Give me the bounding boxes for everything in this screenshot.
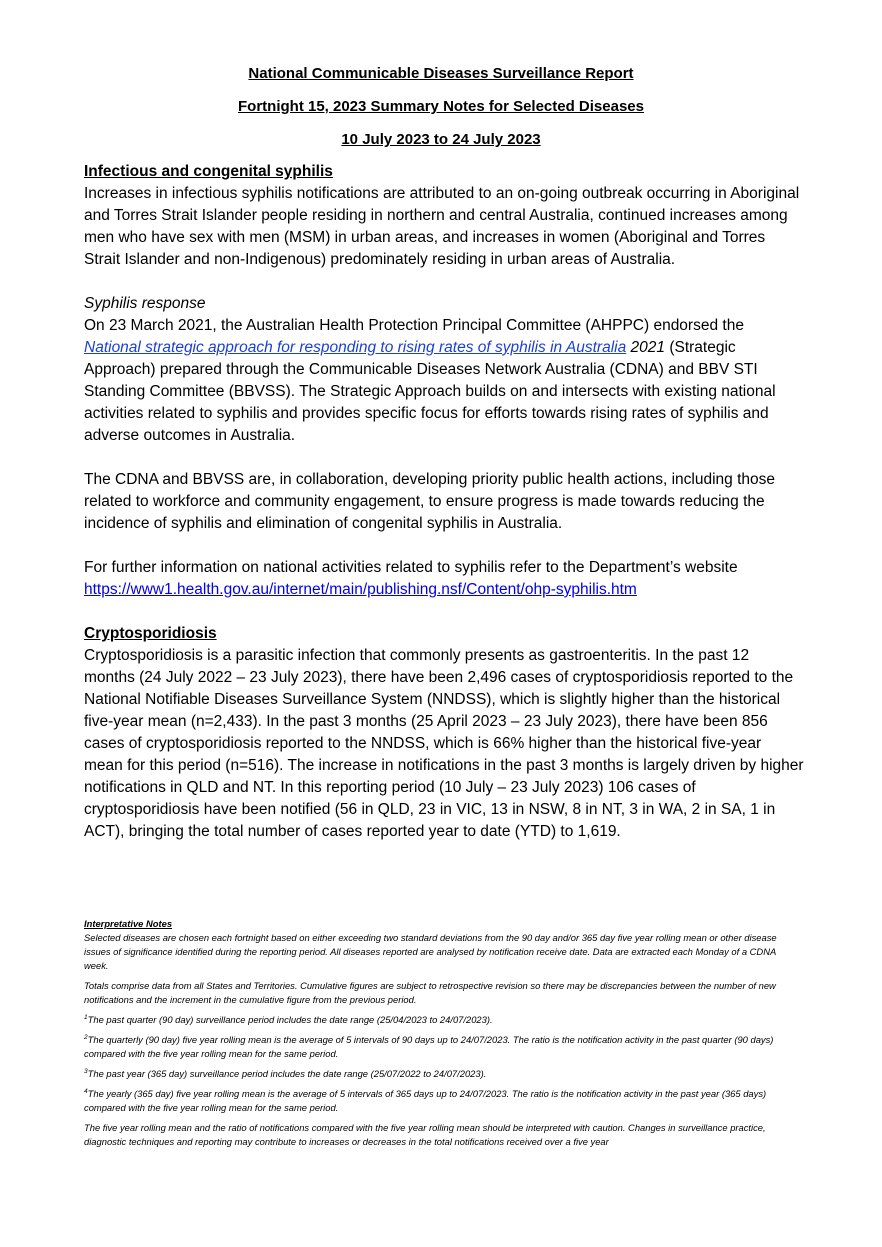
crypto-paragraph: Cryptosporidiosis is a parasitic infection that commonly presents as gastroenteritis. In the past 12 months (24 July 2022 – 23 July 2023), there have been 2,496 cases of cryptosporidiosis reported to the National Notifiable Diseases Surveillance System (NNDSS), which is slightly higher than the historical five-year mean (n=2,433). In the past 3 months (25 April 2023 – 23 July 2023), there have been 856 cases of cryptosporidiosis reported to the NNDSS, which is 66% higher than the historical five-year mean for this period (n=516). The increase in notifications in the past 3 months is largely driven by higher notifications in QLD and NT. In this reporting period (10 July – 23 July 2023) 106 cases of cryptosporidiosis have been notified (56 in QLD, 23 in VIC, 13 in NSW, 8 in NT, 3 in WA, 2 in SA, 1 in ACT), bringing the total number of cases reported year to date (YTD) to 1,619. xyxy=(84,647,804,840)
note-past-quarter xyxy=(84,1013,800,1027)
crypto-heading: Cryptosporidiosis xyxy=(84,625,217,642)
response-text-end: (Strategic Approach) prepared through the Communicable Diseases Network Australia (CDNA) and BBV STI Standing Committee (BBVSS). The Strategic Approach builds on and intersects with existing national activities related to syphilis and provides specific focus for efforts towards rising rates of syphilis and adverse outcomes in Australia. xyxy=(84,339,776,444)
note-yearly-mean xyxy=(84,1087,800,1115)
note-quarterly-mean-text: The quarterly (90 day) five year rolling mean is the average of 5 intervals of 90 days up to 24/07/2023. The ratio is the notification activity in the past quarter (90 days) compared with the five year rolling mean for the same period. xyxy=(84,1034,774,1059)
syphilis-heading: Infectious and congenital syphilis xyxy=(84,163,333,180)
strategic-approach-link[interactable]: National strategic approach for responding to rising rates of syphilis in Australia xyxy=(84,339,627,356)
footnote-3: 3 xyxy=(84,1067,88,1075)
strategic-approach-year: 2021 xyxy=(626,339,666,356)
note-yearly-mean-text: The yearly (365 day) five year rolling mean is the average of 5 intervals of 365 days up to 24/07/2023. The ratio is the notification activity in the past year (365 days) compared with the five year rolling mean for the same period. xyxy=(84,1088,767,1113)
note-totals: Totals comprise data from all States and Territories. Cumulative figures are subject to retrospective revision so there may be discrepancies between the number of new notifications and the increment in the cumulative figure from the previous period. xyxy=(84,980,776,1005)
footnote-4: 4 xyxy=(84,1087,88,1095)
note-quarterly-mean xyxy=(84,1033,800,1061)
interpretative-notes xyxy=(84,917,800,1155)
note-past-year-text: The past year (365 day) surveillance period includes the date range (25/07/2022 to 24/07/2023). xyxy=(87,1068,487,1079)
report-subtitle: Fortnight 15, 2023 Summary Notes for Selected Diseases xyxy=(238,98,644,115)
notes-heading: Interpretative Notes xyxy=(84,918,173,929)
cdna-paragraph: The CDNA and BBVSS are, in collaboration, developing priority public health actions, including those related to workforce and community engagement, to ensure progress is made towards reducing the incidence of syphilis and elimination of congenital syphilis in Australia. xyxy=(84,471,776,532)
response-text-start: On 23 March 2021, the Australian Health Protection Principal Committee (AHPPC) endorsed the xyxy=(84,317,744,334)
syphilis-response-paragraph xyxy=(84,315,804,447)
footnote-1: 1 xyxy=(84,1013,88,1021)
report-title: National Communicable Diseases Surveillance Report xyxy=(248,65,634,82)
further-info-paragraph: For further information on national activities related to syphilis refer to the Department’s website xyxy=(84,559,738,576)
report-date-range: 10 July 2023 to 24 July 2023 xyxy=(341,131,541,148)
syphilis-paragraph: Increases in infectious syphilis notifications are attributed to an on-going outbreak occurring in Aboriginal and Torres Strait Islander people residing in northern and central Australia, continued increases among men who have sex with men (MSM) in urban areas, and increases in women (Aboriginal and Torres Strait Islander and non-Indigenous) predominately residing in urban areas of Australia. xyxy=(84,185,800,268)
syphilis-response-heading: Syphilis response xyxy=(84,295,206,312)
syphilis-section xyxy=(84,161,804,843)
note-caution: The five year rolling mean and the ratio of notifications compared with the five year rolling mean should be interpreted with caution. Changes in surveillance practice, diagnostic techniques and reporting may contribute to increases or decreases in the total notifications received over a five year xyxy=(84,1122,766,1147)
note-past-year xyxy=(84,1067,800,1081)
footnote-2: 2 xyxy=(84,1033,88,1041)
note-selection: Selected diseases are chosen each fortnight based on either exceeding two standard deviations from the 90 day and/or 365 day five year rolling mean or other disease issues of significance identified during the reporting period. All diseases reported are analysed by notification receive date. Data are extracted each Monday of a CDNA week. xyxy=(84,932,777,971)
syphilis-website-link[interactable]: https://www1.health.gov.au/internet/main/publishing.nsf/Content/ohp-syphilis.htm xyxy=(84,581,637,598)
note-past-quarter-text: The past quarter (90 day) surveillance period includes the date range (25/04/2023 to 24/07/2023). xyxy=(87,1014,493,1025)
